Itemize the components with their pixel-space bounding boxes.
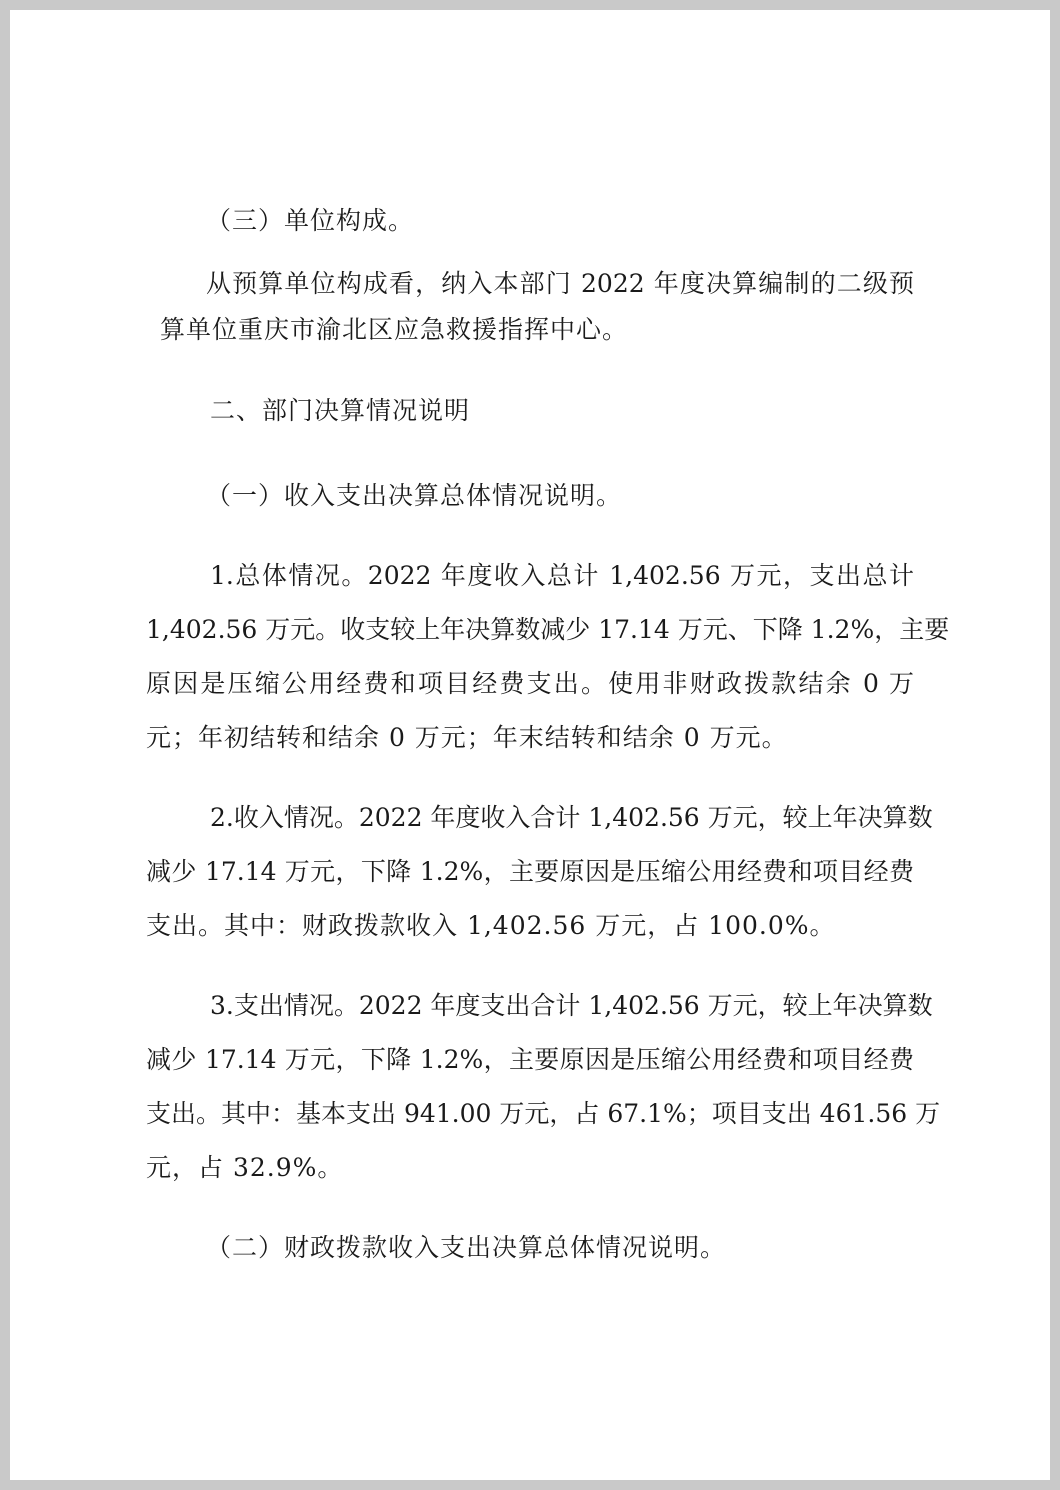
paragraph-line: 元，占 32.9%。 — [146, 1153, 344, 1182]
paragraph-line: 支出。其中：财政拨款收入 1,402.56 万元，占 100.0%。 — [146, 911, 836, 940]
paragraph-line: 1.总体情况。2022 年度收入总计 1,402.56 万元，支出总计 — [210, 561, 914, 590]
section-heading-income-expense-overview: （一）收入支出决算总体情况说明。 — [206, 481, 623, 510]
paragraph-line: 算单位重庆市渝北区应急救援指挥中心。 — [160, 315, 629, 344]
paragraph-line: 2.收入情况。2022 年度收入合计 1,402.56 万元，较上年决算数 — [210, 803, 933, 832]
section-heading-department-accounts: 二、部门决算情况说明 — [210, 396, 471, 425]
paragraph-line: 减少 17.14 万元，下降 1.2%，主要原因是压缩公用经费和项目经费 — [146, 857, 914, 886]
section-heading-fiscal-appropriation-overview: （二）财政拨款收入支出决算总体情况说明。 — [206, 1233, 727, 1262]
paragraph-line: 3.支出情况。2022 年度支出合计 1,402.56 万元，较上年决算数 — [210, 991, 933, 1020]
paragraph-line: 支出。其中：基本支出 941.00 万元，占 67.1%；项目支出 461.56 万 — [146, 1099, 941, 1128]
document-page — [10, 10, 1050, 1480]
paragraph-line: 从预算单位构成看，纳入本部门 2022 年度决算编制的二级预 — [206, 269, 914, 298]
paragraph-line: 减少 17.14 万元，下降 1.2%，主要原因是压缩公用经费和项目经费 — [146, 1045, 914, 1074]
paragraph-line: 元；年初结转和结余 0 万元；年末结转和结余 0 万元。 — [146, 723, 788, 752]
section-heading-unit-composition: （三）单位构成。 — [206, 206, 415, 235]
paragraph-line: 1,402.56 万元。收支较上年决算数减少 17.14 万元、下降 1.2%，主要 — [146, 615, 950, 644]
paragraph-line: 原因是压缩公用经费和项目经费支出。使用非财政拨款结余 0 万 — [146, 669, 914, 698]
